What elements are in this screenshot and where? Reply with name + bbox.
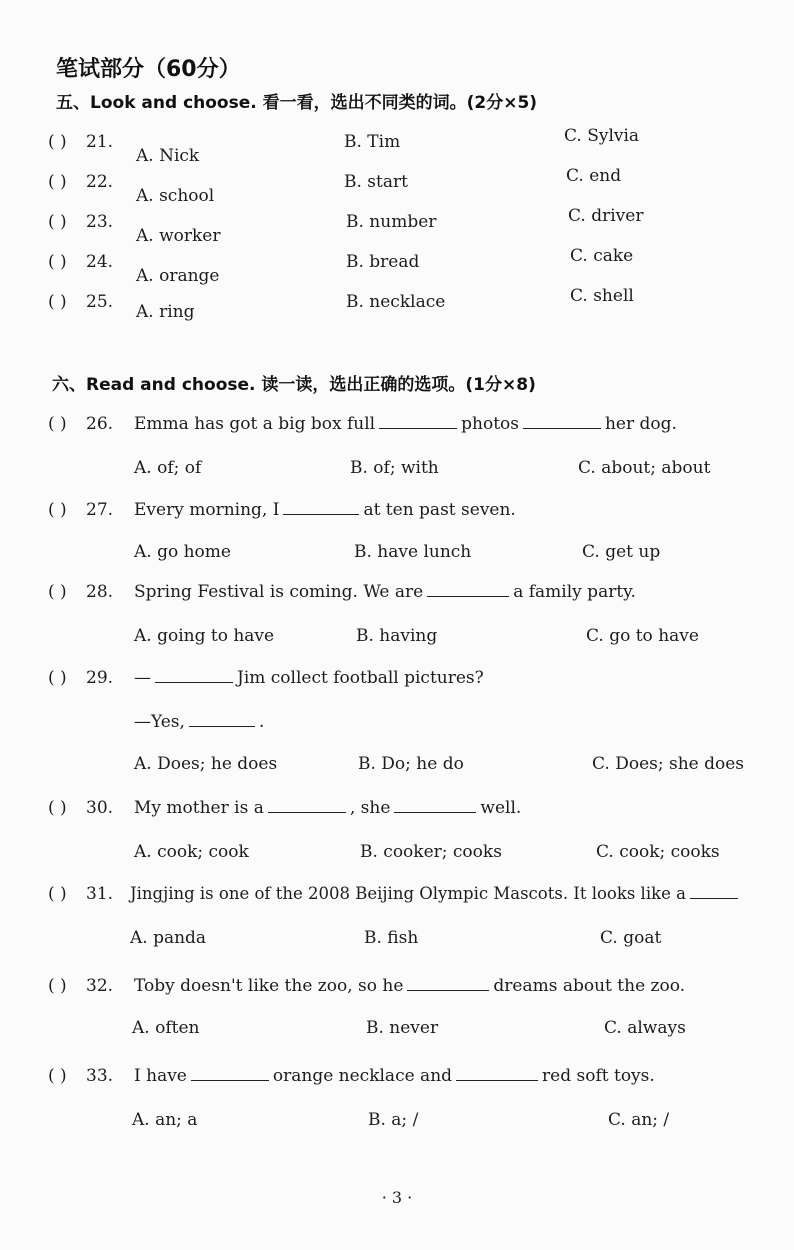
question-number: 30. <box>86 798 114 818</box>
answer-paren[interactable]: ( ) <box>48 582 67 602</box>
option-b: B. cooker; cooks <box>360 842 502 862</box>
question-33 <box>48 1066 788 1096</box>
option-b: B. never <box>366 1018 439 1038</box>
option-a: A. Does; he does <box>134 754 278 774</box>
option-a: A. an; a <box>132 1110 198 1130</box>
stem-text: Emma has got a big box full <box>134 414 376 434</box>
option-b: B. bread <box>346 252 420 272</box>
question-32 <box>48 976 788 1006</box>
stem-text: at ten past seven. <box>363 500 516 520</box>
question-number: 25. <box>86 292 114 312</box>
question-number: 21. <box>86 132 114 152</box>
stem-text: . <box>258 712 265 732</box>
question-27 <box>48 500 788 530</box>
answer-blank[interactable] <box>189 712 255 727</box>
stem-text: a family party. <box>513 582 636 602</box>
option-b: B. of; with <box>350 458 439 478</box>
exam-part-title: 笔试部分（60分） <box>56 57 241 82</box>
option-c: C. Sylvia <box>564 126 640 146</box>
question-25 <box>48 286 788 322</box>
stem-text: — <box>134 668 151 688</box>
answer-paren[interactable]: ( ) <box>48 500 67 520</box>
question-stem <box>134 500 516 520</box>
options-26 <box>48 458 788 488</box>
options-31 <box>48 928 788 958</box>
option-a: A. going to have <box>134 626 275 646</box>
question-number: 33. <box>86 1066 114 1086</box>
answer-paren[interactable]: ( ) <box>48 798 67 818</box>
option-a: A. go home <box>134 542 231 562</box>
answer-paren[interactable]: ( ) <box>48 668 67 688</box>
question-31 <box>48 884 788 914</box>
option-b: B. Tim <box>344 132 401 152</box>
option-c: C. get up <box>582 542 661 562</box>
question-24 <box>48 246 788 286</box>
stem-text: Spring Festival is coming. We are <box>134 582 424 602</box>
stem-text: photos <box>461 414 519 434</box>
answer-blank[interactable] <box>394 798 476 813</box>
question-29-reply <box>48 712 788 742</box>
question-number: 28. <box>86 582 114 602</box>
option-c: C. cake <box>570 246 634 266</box>
question-number: 22. <box>86 172 114 192</box>
question-29 <box>48 668 788 698</box>
answer-paren[interactable]: ( ) <box>48 132 67 152</box>
options-28 <box>48 626 788 656</box>
options-29 <box>48 754 788 784</box>
question-stem <box>134 668 484 688</box>
stem-text: I have <box>134 1066 187 1086</box>
question-number: 31. <box>86 884 114 904</box>
option-a: A. of; of <box>134 458 202 478</box>
question-30 <box>48 798 788 828</box>
answer-blank[interactable] <box>379 414 457 429</box>
option-b: B. have lunch <box>354 542 472 562</box>
stem-text: red soft toys. <box>542 1066 655 1086</box>
question-22 <box>48 166 788 206</box>
answer-paren[interactable]: ( ) <box>48 884 67 904</box>
option-a: A. ring <box>136 302 195 322</box>
page-number: · 3 · <box>381 1188 413 1207</box>
stem-text: Jim collect football pictures? <box>237 668 484 688</box>
stem-text: well. <box>480 798 522 818</box>
question-number: 29. <box>86 668 114 688</box>
question-stem <box>134 582 636 602</box>
answer-paren[interactable]: ( ) <box>48 292 67 312</box>
question-21 <box>48 126 788 166</box>
option-a: A. cook; cook <box>134 842 249 862</box>
answer-blank[interactable] <box>523 414 601 429</box>
answer-blank[interactable] <box>427 582 509 597</box>
option-c: C. an; / <box>608 1110 670 1130</box>
option-c: C. cook; cooks <box>596 842 720 862</box>
option-b: B. fish <box>364 928 419 948</box>
stem-text: Jingjing is one of the 2008 Beijing Olympic Mascots. It looks like a <box>130 884 686 903</box>
options-30 <box>48 842 788 872</box>
question-26 <box>48 414 788 444</box>
answer-paren[interactable]: ( ) <box>48 414 67 434</box>
option-a: A. school <box>136 186 215 206</box>
question-stem <box>134 798 521 818</box>
stem-text: —Yes, <box>134 712 185 732</box>
answer-blank[interactable] <box>456 1066 538 1081</box>
options-32 <box>48 1018 788 1048</box>
option-b: B. start <box>344 172 408 192</box>
answer-blank[interactable] <box>690 884 738 899</box>
section6-heading: 六、Read and choose. 读一读，选出正确的选项。(1分×8) <box>52 375 536 395</box>
option-b: B. number <box>346 212 437 232</box>
answer-paren[interactable]: ( ) <box>48 1066 67 1086</box>
options-27 <box>48 542 788 572</box>
option-c: C. go to have <box>586 626 699 646</box>
stem-text: My mother is a <box>134 798 264 818</box>
option-c: C. end <box>566 166 622 186</box>
question-stem <box>134 712 264 732</box>
option-c: C. about; about <box>578 458 711 478</box>
stem-text: , she <box>349 798 391 818</box>
answer-paren[interactable]: ( ) <box>48 212 67 232</box>
option-c: C. always <box>604 1018 686 1038</box>
option-a: A. orange <box>136 266 220 286</box>
option-a: A. Nick <box>136 146 200 166</box>
option-a: A. worker <box>136 226 221 246</box>
option-c: C. shell <box>570 286 634 306</box>
question-23 <box>48 206 788 246</box>
answer-blank[interactable] <box>155 668 233 683</box>
option-b: B. Do; he do <box>358 754 464 774</box>
question-28 <box>48 582 788 612</box>
stem-text: orange necklace and <box>272 1066 453 1086</box>
option-c: C. goat <box>600 928 662 948</box>
option-b: B. a; / <box>368 1110 419 1130</box>
answer-blank[interactable] <box>283 500 359 515</box>
stem-text: Toby doesn't like the zoo, so he <box>134 976 404 996</box>
question-number: 27. <box>86 500 114 520</box>
question-stem <box>134 976 685 996</box>
stem-text: dreams about the zoo. <box>493 976 686 996</box>
answer-paren[interactable]: ( ) <box>48 172 67 192</box>
option-c: C. driver <box>568 206 644 226</box>
answer-paren[interactable]: ( ) <box>48 976 67 996</box>
options-33 <box>48 1110 788 1140</box>
answer-blank[interactable] <box>268 798 346 813</box>
question-number: 26. <box>86 414 114 434</box>
question-stem <box>134 414 677 434</box>
answer-paren[interactable]: ( ) <box>48 252 67 272</box>
stem-text: Every morning, I <box>134 500 280 520</box>
answer-blank[interactable] <box>191 1066 269 1081</box>
option-b: B. necklace <box>346 292 446 312</box>
option-a: A. panda <box>130 928 207 948</box>
question-stem <box>130 884 738 903</box>
question-number: 23. <box>86 212 114 232</box>
question-stem <box>134 1066 655 1086</box>
option-c: C. Does; she does <box>592 754 745 774</box>
option-b: B. having <box>356 626 438 646</box>
option-a: A. often <box>132 1018 200 1038</box>
stem-text: her dog. <box>604 414 677 434</box>
section5-heading: 五、Look and choose. 看一看，选出不同类的词。(2分×5) <box>56 93 538 113</box>
question-number: 32. <box>86 976 114 996</box>
answer-blank[interactable] <box>407 976 489 991</box>
question-number: 24. <box>86 252 114 272</box>
